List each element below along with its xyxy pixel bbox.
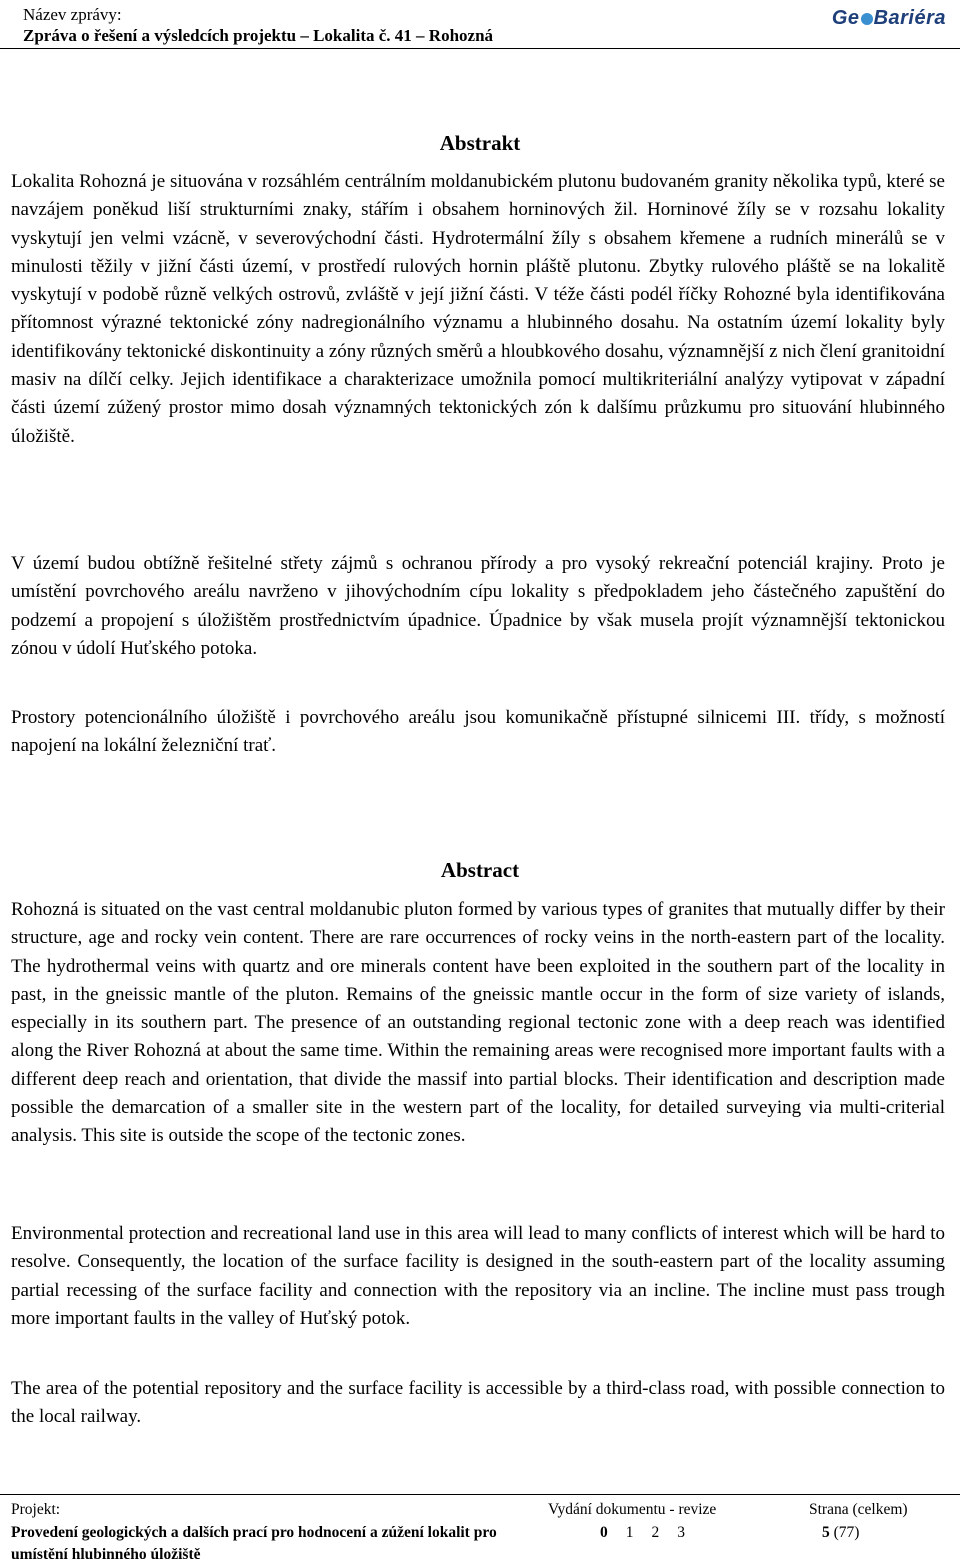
project-title: Provedení geologických a dalších prací pro hodnocení a zúžení lokalit pro umístění hlubinného úložiště (11, 1524, 497, 1563)
project-label: Projekt: (11, 1501, 61, 1518)
revision-number: 0 (600, 1524, 608, 1541)
english-paragraph-3: The area of the potential repository and the surface facility is accessible by a third-class road, with possible connection to the local railway. (11, 1378, 945, 1428)
document-issue-label: Vydání dokumentu - revize (548, 1501, 717, 1518)
english-paragraph-1: Rohozná is situated on the vast central moldanubic pluton formed by various types of granites that mutually differ by their structure, age and rocky vein content. There are rare occurrences of rocky veins in the north-eastern part of the locality. The hydrothermal veins with quartz and ore minerals content have been exploited in the southern part of the locality in past, in the gneissic mantle of the pluton. Remains of the gneissic mantle occur in the form of size variety of islands, especially in its southern part. The presence of an outstanding regional tectonic zone with a deep reach was identified along the River Rohozná at about the same time. Within the remaining areas were recognised more important faults with a different deep reach and orientation, that divide the massif into partial blocks. Their identification and description made possible the demarcation of a smaller site in the western part of the locality, for detailed surveying via multi-criterial analysis. This site is outside the scope of the tectonic zones. (11, 899, 945, 1147)
revision-list (600, 1522, 703, 1544)
report-header (0, 0, 960, 49)
czech-abstract-heading: Abstrakt (439, 131, 521, 155)
english-abstract-heading: Abstract (440, 858, 520, 882)
page-total: (77) (833, 1524, 860, 1541)
geobariera-logo (832, 6, 946, 30)
revision-number: 2 (651, 1524, 660, 1541)
czech-paragraph-3: Prostory potencionálního úložiště i povrchového areálu jsou komunikačně přístupné silnicemi III. třídy, s možností napojení na lokální železniční trať. (11, 707, 945, 757)
logo-text-end: Bariéra (873, 7, 946, 29)
report-title: Zpráva o řešení a výsledcích projektu – Lokalita č. 41 – Rohozná (23, 26, 494, 45)
czech-paragraph-1: Lokalita Rohozná je situována v rozsáhlém centrálním moldanubickém plutonu budovaném granity několika typů, které se navzájem poněkud liší strukturními znaky, stářím i obsahem horninových žil. Horninové žíly se v rozsahu lokality vyskytují jen velmi vzácně, v severovýchodní části. Hydrotermální žíly s obsahem křemene a rudních minerálů se v minulosti těžily v jižní části území, v prostředí rulových hornin pláště plutonu. Zbytky rulového pláště se na lokalitě vyskytují v podobě různě velkých ostrovů, zvláště v její jižní části. V téže části podél říčky Rohozné byla identifikována přítomnost výrazné tektonické zóny nadregionálního významu a hlubinného dosahu. Na ostatním území lokality byly identifikovány tektonické diskontinuity a zóny různých směrů a hloubkového dosahu, významnější z nich člení granitoidní masiv na dílčí celky. Jejich identifikace a charakterizace umožnila pomocí multikriteriální analýzy vytipovat v západní části území zúžený prostor mimo dosah významných tektonických zón k dalšímu průzkumu pro situování hlubinného úložiště. (11, 171, 945, 447)
report-name-label: Název zprávy: (23, 5, 122, 24)
page-label: Strana (celkem) (809, 1501, 908, 1518)
logo-text-start: Ge (831, 7, 860, 29)
logo-globe-icon (861, 13, 873, 25)
english-paragraph-2: Environmental protection and recreational land use in this area will lead to many conflicts of interest which will be hard to resolve. Consequently, the location of the surface facility is designed in the south-eastern part of the locality assuming partial recessing of the surface facility and connection with the repository via an incline. The incline must pass trough more important faults in the valley of Huťský potok. (11, 1223, 945, 1329)
revision-number: 1 (625, 1524, 634, 1541)
page-counter (822, 1522, 859, 1544)
report-footer (0, 1494, 960, 1561)
czech-paragraph-2: V území budou obtížně řešitelné střety zájmů s ochranou přírody a pro vysoký rekreační potenciál krajiny. Proto je umístění povrchového areálu navrženo v jihovýchodním cípu lokality s předpokladem jeho částečného zapuštění do podzemí a propojení s úložištěm prostřednictvím úpadnice. Úpadnice by však musela projít významnější tektonickou zónou v údolí Huťského potoka. (11, 553, 945, 659)
revision-number: 3 (677, 1524, 685, 1541)
page-number: 5 (822, 1524, 830, 1541)
